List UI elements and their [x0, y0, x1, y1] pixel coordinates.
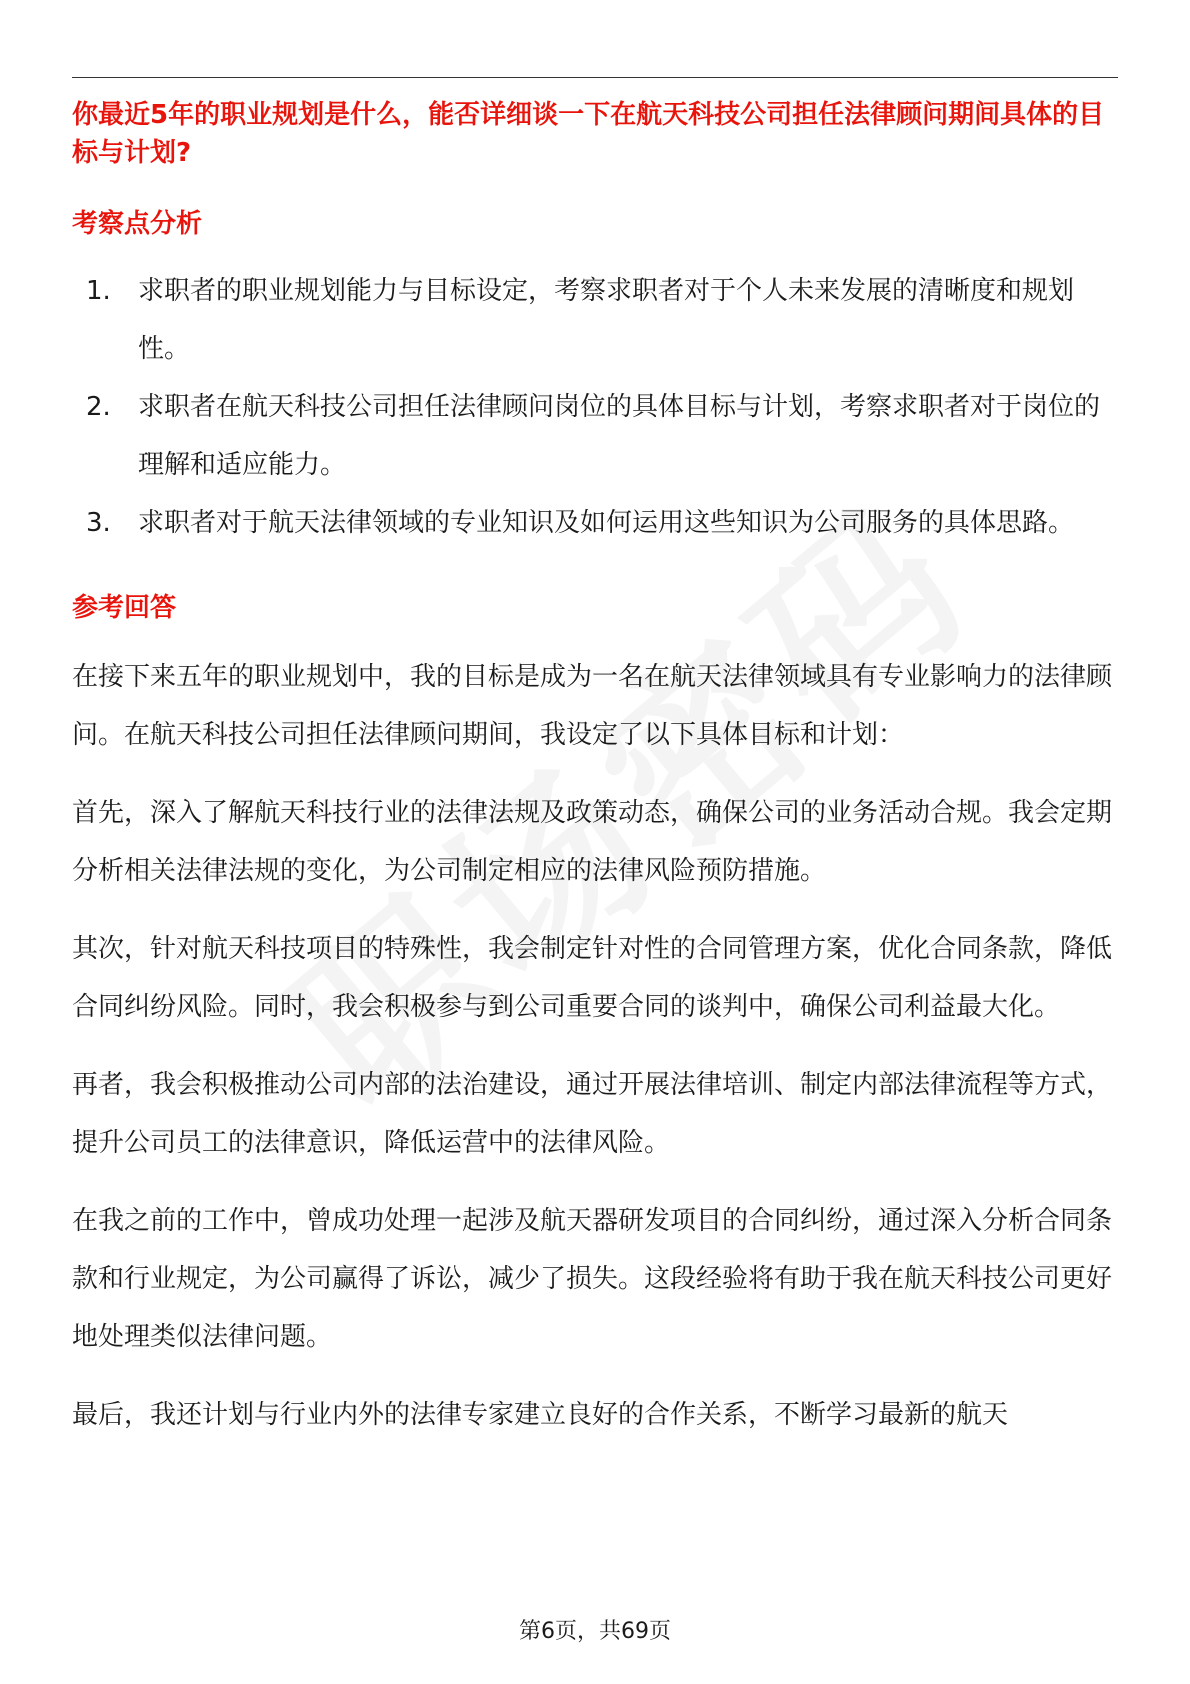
list-item-text: 求职者在航天科技公司担任法律顾问岗位的具体目标与计划，考察求职者对于岗位的理解和适应能力。: [138, 392, 1101, 480]
list-item-text: 求职者对于航天法律领域的专业知识及如何运用这些知识为公司服务的具体思路。: [138, 508, 1075, 538]
answer-paragraph: 首先，深入了解航天科技行业的法律法规及政策动态，确保公司的业务活动合规。我会定期分析相关法律法规的变化，为公司制定相应的法律风险预防措施。: [72, 798, 1113, 886]
analysis-heading: 考察点分析: [72, 209, 203, 239]
page-number-footer: 第6页，共69页: [519, 1619, 671, 1644]
list-item-number: 1.: [86, 276, 111, 306]
question-heading: 你最近5年的职业规划是什么，能否详细谈一下在航天科技公司担任法律顾问期间具体的目标与计划?: [72, 100, 1105, 168]
answer-paragraph: 在我之前的工作中，曾成功处理一起涉及航天器研发项目的合同纠纷，通过深入分析合同条款和行业规定，为公司赢得了诉讼，减少了损失。这段经验将有助于我在航天科技公司更好地处理类似法律问题。: [72, 1206, 1113, 1352]
answer-paragraph: 最后，我还计划与行业内外的法律专家建立良好的合作关系，不断学习最新的航天: [72, 1400, 1009, 1430]
list-item: [72, 262, 1118, 378]
answer-paragraph: 在接下来五年的职业规划中，我的目标是成为一名在航天法律领域具有专业影响力的法律顾问。在航天科技公司担任法律顾问期间，我设定了以下具体目标和计划：: [72, 662, 1113, 750]
reference-heading: 参考回答: [72, 593, 177, 623]
list-item-number: 2.: [86, 392, 111, 422]
list-item-number: 3.: [86, 508, 111, 538]
top-divider: [72, 77, 1118, 78]
list-item: [72, 378, 1118, 494]
answer-paragraph: 再者，我会积极推动公司内部的法治建设，通过开展法律培训、制定内部法律流程等方式，提升公司员工的法律意识，降低运营中的法律风险。: [72, 1070, 1113, 1158]
list-item-text: 求职者的职业规划能力与目标设定，考察求职者对于个人未来发展的清晰度和规划性。: [138, 276, 1075, 364]
answer-paragraph: 其次，针对航天科技项目的特殊性，我会制定针对性的合同管理方案，优化合同条款，降低合同纠纷风险。同时，我会积极参与到公司重要合同的谈判中，确保公司利益最大化。: [72, 934, 1113, 1022]
